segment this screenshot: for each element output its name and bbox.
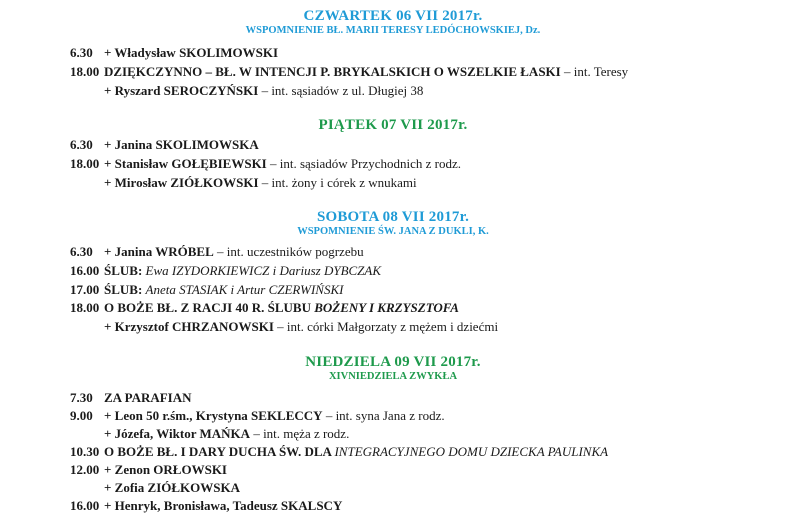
mass-intention: + Janina WRÓBEL [104,244,214,259]
list-item [70,497,342,514]
intention-requester: – int. uczestników pogrzebu [213,244,364,259]
mass-time: 18.00 [70,156,100,171]
wedding-names: Aneta STASIAK i Artur CZERWIŃSKI [145,282,344,297]
intention-requester: – int. Teresy [560,64,629,79]
intention-requester: – int. sąsiadów Przychodnich z rodz. [266,156,461,171]
list-item [70,243,364,260]
mass-time: 7.30 [70,390,93,405]
wedding-label: ŚLUB: [104,282,146,297]
list-item [70,461,227,478]
list-item [70,443,608,460]
list-item [70,262,381,279]
intention-requester: – int. żony i córek z wnukami [258,175,417,190]
mass-time: 9.00 [70,408,93,423]
list-item [70,136,259,153]
mass-intention: ZA PARAFIAN [104,390,192,405]
mass-intention: + Janina SKOLIMOWSKA [104,137,259,152]
day-header-saturday [0,209,786,238]
institution-name: INTEGRACYJNEGO DOMU DZIECKA PAULINKA [334,444,609,459]
anniversary-names: BOŻENY I KRZYSZTOFA [314,300,459,315]
day-header-friday [0,117,786,134]
mass-intention: + Krzysztof CHRZANOWSKI [104,319,274,334]
day-title: SOBOTA 08 VII 2017r. [316,209,470,225]
list-item [70,407,445,424]
day-subtitle: WSPOMNIENIE ŚW. JANA Z DUKLI, K. [297,226,489,237]
day-header-thursday [0,8,786,37]
list-item [70,63,628,80]
day-title: CZWARTEK 06 VII 2017r. [303,8,483,24]
list-item [70,281,343,298]
mass-time: 16.00 [70,263,100,278]
mass-time: 18.00 [70,64,100,79]
mass-intention: DZIĘKCZYNNO – BŁ. W INTENCJI P. BRYKALSKICH O WSZELKIE ŁASKI [104,64,561,79]
mass-time: 6.30 [70,45,93,60]
intention-requester: – int. męża z rodz. [250,426,350,441]
mass-intention: + Stanisław GOŁĘBIEWSKI [104,156,267,171]
list-item [104,425,349,442]
mass-intention: + Henryk, Bronisława, Tadeusz SKALSCY [104,498,343,513]
intention-requester: – int. syna Jana z rodz. [322,408,445,423]
mass-time: 10.30 [70,444,100,459]
mass-time: 6.30 [70,137,93,152]
intention-requester: – int. córki Małgorzaty z mężem i dziećmi [273,319,499,334]
day-header-sunday [0,354,786,383]
mass-intention: + Władysław SKOLIMOWSKI [104,45,279,60]
mass-intention: + Zofia ZIÓŁKOWSKA [104,480,240,495]
mass-intention: + Leon 50 r.śm., Krystyna SEKLECCY [104,408,323,423]
day-title: NIEDZIELA 09 VII 2017r. [305,354,481,370]
mass-time: 17.00 [70,282,100,297]
list-item [104,318,498,335]
list-item [70,299,459,316]
mass-time: 12.00 [70,462,100,477]
day-subtitle: WSPOMNIENIE BŁ. MARII TERESY LEDÓCHOWSKIEJ, Dz. [245,25,541,36]
mass-time: 16.00 [70,498,100,513]
wedding-label: ŚLUB: [104,263,146,278]
day-title: PIĄTEK 07 VII 2017r. [318,117,468,133]
list-item [70,44,278,61]
list-item [104,82,423,99]
list-item [70,389,192,406]
day-subtitle: XIVNIEDZIELA ZWYKŁA [328,371,458,382]
list-item [104,479,240,496]
intention-requester: – int. sąsiadów z ul. Długiej 38 [258,83,424,98]
mass-intention: + Mirosław ZIÓŁKOWSKI [104,175,259,190]
mass-intention: O BOŻE BŁ. I DARY DUCHA ŚW. DLA [104,444,335,459]
mass-intention: + Zenon ORŁOWSKI [104,462,227,477]
mass-time: 6.30 [70,244,93,259]
list-item [104,174,417,191]
mass-intention: + Ryszard SEROCZYŃSKI [104,83,259,98]
list-item [70,155,461,172]
mass-time: 18.00 [70,300,100,315]
mass-intention: O BOŻE BŁ. Z RACJI 40 R. ŚLUBU [104,300,315,315]
wedding-names: Ewa IZYDORKIEWICZ i Dariusz DYBCZAK [145,263,382,278]
mass-intention: + Józefa, Wiktor MAŃKA [104,426,251,441]
